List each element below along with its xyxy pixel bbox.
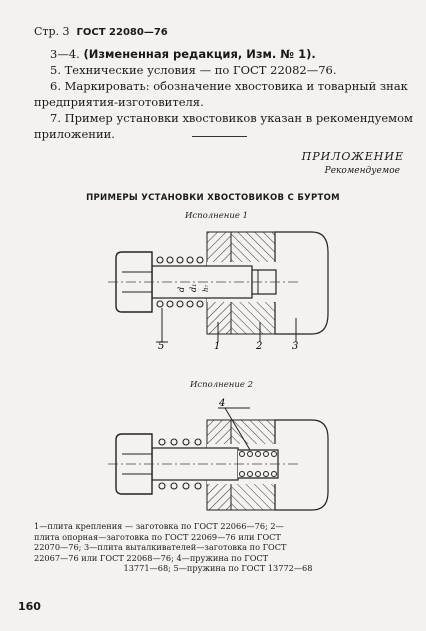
legend-line: 1—плита крепления — заготовка по ГОСТ 22066—76; 2— — [34, 521, 284, 531]
item-6: 6. Маркировать: обозначение хвостовика и товарный знак — [50, 79, 408, 93]
figure-1-drawing — [100, 222, 340, 350]
page-number: 160 — [18, 600, 41, 613]
page-label: Стр. 3 — [34, 25, 70, 38]
item-7-cont: приложении. — [34, 127, 115, 141]
legend-line: 22070—76; 3—плита выталкивателей—заготовка по ГОСТ — [34, 542, 287, 552]
section-title: ПРИМЕРЫ УСТАНОВКИ ХВОСТОВИКОВ С БУРТОМ — [86, 193, 340, 203]
figure-1-label: Исполнение 1 — [185, 211, 249, 221]
separator-line — [192, 136, 247, 137]
figure-legend — [34, 521, 402, 574]
standard-number: ГОСТ 22080—76 — [76, 27, 168, 38]
legend-line: плита опорная—заготовка по ГОСТ 22069—76 или ГОСТ — [34, 531, 281, 542]
dim-d: d — [177, 286, 186, 292]
figure-2-drawing — [100, 398, 340, 516]
dim-h7: h₇ — [202, 284, 210, 292]
legend-line: 22067—76 или ГОСТ 22068—76; 4—пружина по ГОСТ — [34, 552, 269, 563]
label-2: 2 — [256, 341, 263, 350]
item-6-cont: предприятия-изготовителя. — [34, 95, 204, 109]
label-3: 3 — [292, 341, 299, 350]
label-4: 4 — [219, 398, 226, 409]
item-3-4: 3—4. (Измененная редакция, Изм. № 1). — [50, 47, 316, 61]
figure-2-label: Исполнение 2 — [190, 380, 254, 390]
appendix-title: ПРИЛОЖЕНИЕ — [301, 150, 404, 163]
label-1: 1 — [214, 341, 221, 350]
dim-d1: d₁ — [189, 283, 198, 292]
item-5: 5. Технические условия — по ГОСТ 22082—76. — [50, 63, 337, 77]
legend-line: 13771—68; 5—пружина по ГОСТ 13772—68 — [123, 563, 313, 573]
item-7: 7. Пример установки хвостовиков указан в рекомендуемом — [50, 111, 413, 125]
appendix-subtitle: Рекомендуемое — [324, 166, 400, 176]
page-header — [34, 25, 168, 38]
label-5: 5 — [158, 341, 165, 350]
